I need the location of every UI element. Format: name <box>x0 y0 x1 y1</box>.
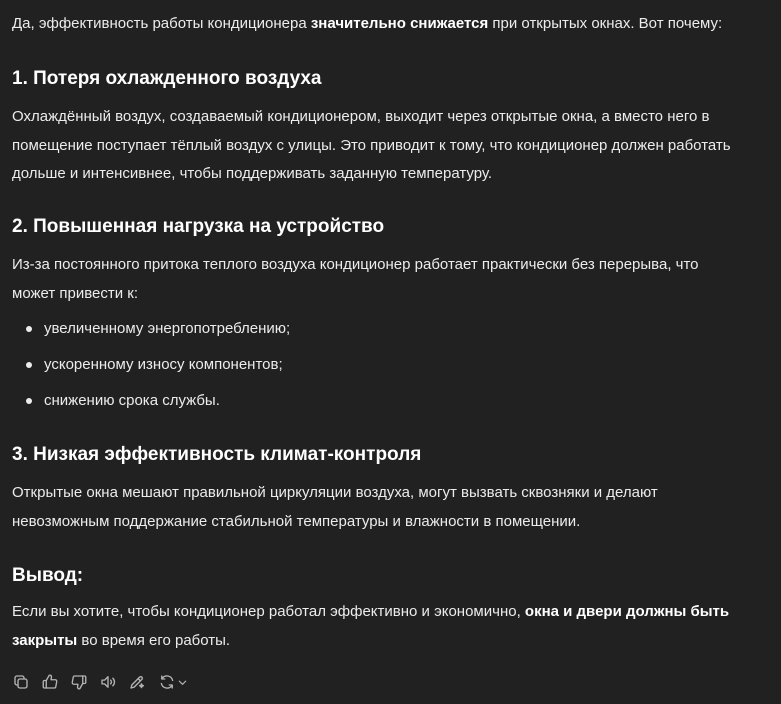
bullet-dot <box>26 326 32 332</box>
list-item-text: ускоренному износу компонентов; <box>44 356 283 373</box>
list-item-text: увеличенному энергопотреблению; <box>44 320 291 337</box>
section2-line: может привести к: <box>12 284 139 302</box>
section1-line: дольше и интенсивнее, чтобы поддерживать заданную температуру. <box>12 165 493 182</box>
chevron-down-icon <box>177 677 188 688</box>
conclusion-bold-text: окна и двери должны быть <box>524 603 730 620</box>
section1-heading: 1. Потеря охлажденного воздуха <box>12 68 322 89</box>
read-aloud-icon <box>99 673 117 691</box>
intro-text: Да, эффективность работы кондиционера <box>12 15 311 32</box>
regenerate-icon <box>158 673 176 691</box>
read-aloud-button[interactable] <box>97 670 119 694</box>
copy-icon <box>12 673 30 691</box>
section3-line: Открытые окна мешают правильной циркуляции воздуха, могут вызвать сквозняки и делают <box>12 484 658 501</box>
thumbs-down-icon <box>70 673 88 691</box>
bad-response-button[interactable] <box>68 670 90 694</box>
section1-line: Охлаждённый воздух, создаваемый кондиционером, выходит через открытые окна, а вместо него в <box>12 108 710 125</box>
conclusion-bold-text: закрыты <box>12 631 78 649</box>
good-response-button[interactable] <box>39 670 61 694</box>
thumbs-up-icon <box>41 673 59 691</box>
list-item <box>44 391 220 411</box>
section3-line: невозможным поддержание стабильной температуры и влажности в помещении. <box>12 512 581 530</box>
section3-paragraph <box>12 479 658 536</box>
section2-paragraph <box>12 251 699 308</box>
edit-in-canvas-button[interactable] <box>126 670 148 694</box>
bullet-dot <box>26 398 32 404</box>
list-item-text: снижению срока службы. <box>44 392 220 409</box>
copy-button[interactable] <box>10 670 32 694</box>
intro-text-end: при открытых окнах. Вот почему: <box>488 15 723 32</box>
list-item <box>44 319 290 339</box>
intro-paragraph <box>12 14 722 34</box>
list-item <box>44 355 283 375</box>
section1-paragraph <box>12 103 731 189</box>
message-action-bar <box>10 670 198 694</box>
intro-bold-text: значительно снижается <box>310 15 489 32</box>
edit-icon <box>128 673 146 691</box>
section2-line: Из-за постоянного притока теплого воздуха кондиционер работает практически без перерыва, что <box>12 256 699 273</box>
conclusion-line <box>12 627 729 656</box>
conclusion-paragraph <box>12 598 729 655</box>
section2-heading: 2. Повышенная нагрузка на устройство <box>12 216 385 237</box>
conclusion-line <box>12 598 729 627</box>
section1-line: помещение поступает тёплый воздух с улицы. Это приводит к тому, что кондиционер должен работать <box>12 136 731 154</box>
conclusion-heading: Вывод: <box>12 565 84 586</box>
conclusion-text: Если вы хотите, чтобы кондиционер работал эффективно и экономично, <box>12 603 525 620</box>
section3-heading: 3. Низкая эффективность климат-контроля <box>12 444 422 465</box>
regenerate-button[interactable] <box>155 670 191 694</box>
bullet-dot <box>26 362 32 368</box>
conclusion-text-end: во время его работы. <box>77 631 231 649</box>
